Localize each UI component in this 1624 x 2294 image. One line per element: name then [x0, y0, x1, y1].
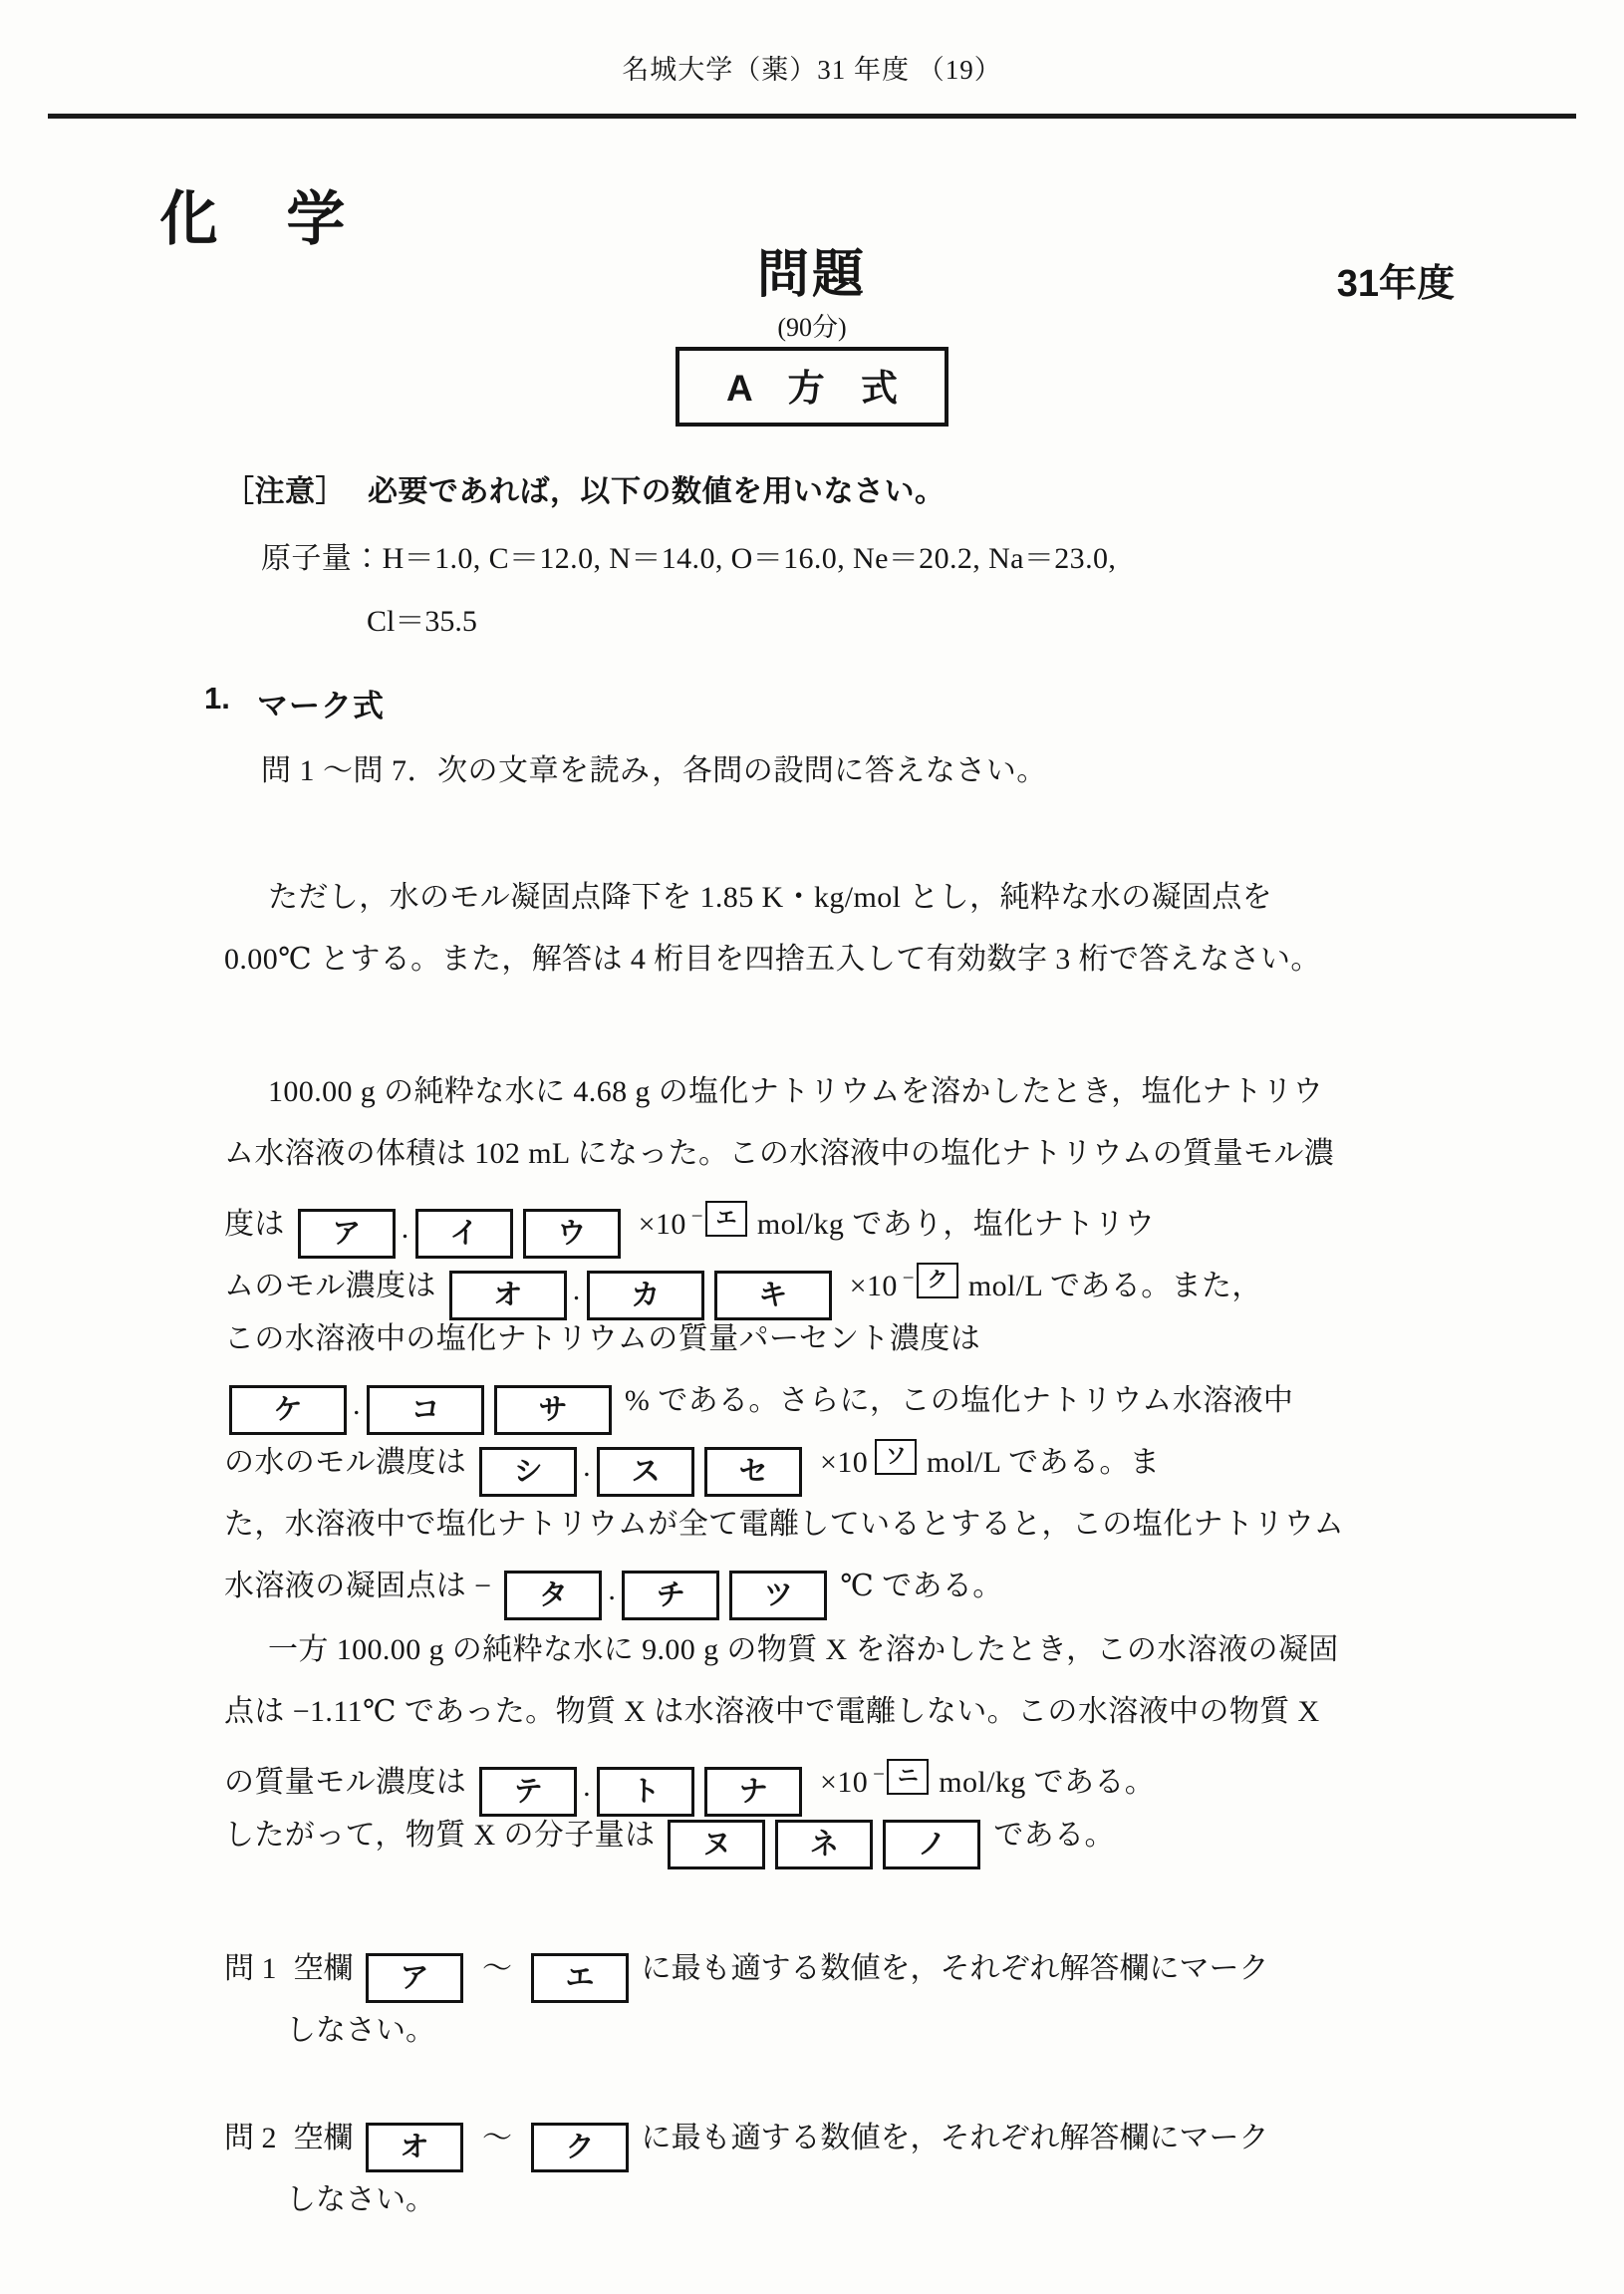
- main-l3-mul: ×10: [638, 1208, 686, 1241]
- answer-box-ki[interactable]: キ: [714, 1271, 832, 1320]
- answer-box-e[interactable]: エ: [705, 1201, 747, 1237]
- x-l4-pre: したがって，物質 X の分子量は: [224, 1819, 656, 1852]
- main-l7-post: mol/L である。ま: [927, 1446, 1161, 1479]
- question-2-label: 問 2: [224, 2122, 277, 2154]
- exam-method-box: A 方 式: [676, 347, 948, 427]
- main-l7-pre: の水のモル濃度は: [224, 1446, 467, 1479]
- question-1-cont: しなさい。: [286, 2014, 435, 2047]
- answer-box-i[interactable]: イ: [415, 1209, 513, 1259]
- main-l4-post: mol/L である。また，: [967, 1270, 1262, 1302]
- page-title: 化 学: [159, 186, 372, 252]
- section-label: マーク式: [257, 689, 385, 723]
- main-line-1: 100.00 g の純粋な水に 4.68 g の塩化ナトリウムを溶かしたとき，塩化ナトリウ: [268, 1075, 1323, 1108]
- exam-method-wrap: [0, 347, 1624, 427]
- question-2-line: [224, 2108, 1509, 2169]
- x-l3-mul: ×10: [820, 1766, 869, 1799]
- answer-box-se[interactable]: セ: [704, 1447, 802, 1497]
- question-1: [224, 1938, 1509, 2062]
- atomic-weights-line-2: Cl＝35.5: [367, 605, 477, 638]
- range-tilde: 〜: [482, 1952, 512, 1985]
- question-2-pre: 空欄: [293, 2122, 354, 2154]
- main-line-9: [224, 1556, 1480, 1617]
- answer-box-ne[interactable]: ネ: [775, 1820, 873, 1869]
- paragraph-condition: [224, 867, 1480, 991]
- answer-box-na[interactable]: ナ: [704, 1767, 802, 1817]
- section-number: 1.: [204, 681, 230, 716]
- question-2-post: に最も適する数値を，それぞれ解答欄にマーク: [641, 2122, 1269, 2154]
- notice-text: 必要であれば，以下の数値を用いなさい。: [368, 475, 946, 508]
- x-line-1: 一方 100.00 g の純粋な水に 9.00 g の物質 X を溶かしたとき，この水溶液の凝固: [268, 1633, 1339, 1666]
- x-line-2: 点は −1.11℃ であった。物質 X は水溶液中で電離しない。この水溶液中の物質 X: [224, 1695, 1320, 1728]
- main-l6-post: % である。さらに，この塩化ナトリウム水溶液中: [624, 1384, 1294, 1417]
- exam-duration: (90分): [777, 313, 847, 342]
- answer-box-shi[interactable]: シ: [479, 1447, 577, 1497]
- question-1-label: 問 1: [224, 1952, 277, 1985]
- main-line-7: [224, 1432, 1480, 1494]
- question-1-post: に最も適する数値を，それぞれ解答欄にマーク: [641, 1952, 1269, 1985]
- paragraph-main: [224, 1061, 1480, 1617]
- answer-box-nu[interactable]: ヌ: [668, 1820, 765, 1869]
- running-head: 名城大学（薬）31 年度 （19）: [622, 55, 1002, 85]
- main-line-6: [224, 1370, 1480, 1432]
- main-l9-pre: 水溶液の凝固点は −: [224, 1570, 492, 1602]
- condition-line-2: 0.00℃ とする。また，解答は 4 桁目を四捨五入して有効数字 3 桁で答えなさい。: [224, 943, 1321, 976]
- range-tilde: 〜: [482, 2122, 512, 2154]
- decimal-point: .: [583, 1450, 592, 1483]
- x-line-4: [224, 1805, 1480, 1866]
- answer-box-ref-to[interactable]: エ: [531, 1953, 629, 2003]
- x-line-3: [224, 1743, 1480, 1808]
- decimal-point: .: [583, 1770, 592, 1803]
- header-rule: [48, 114, 1576, 119]
- question-1-line: [224, 1938, 1509, 2000]
- x-l3-post: mol/kg である。: [939, 1766, 1156, 1799]
- main-line-4: [224, 1247, 1480, 1311]
- atomic-weights-line-1: 原子量：H＝1.0, C＝12.0, N＝14.0, O＝16.0, Ne＝20.2, Na＝23.0,: [261, 542, 1117, 575]
- answer-box-ta[interactable]: タ: [504, 1571, 602, 1620]
- decimal-point: .: [353, 1388, 361, 1421]
- x-l4-post: である。: [993, 1819, 1115, 1852]
- main-l4-mul: ×10: [849, 1270, 898, 1302]
- main-line-8: た，水溶液中で塩化ナトリウムが全て電離しているとすると，この塩化ナトリウム: [224, 1508, 1345, 1541]
- answer-box-no[interactable]: ノ: [883, 1820, 980, 1869]
- answer-box-so[interactable]: ソ: [875, 1439, 917, 1475]
- exam-year: 31年度: [1336, 263, 1455, 305]
- decimal-point: .: [608, 1574, 617, 1606]
- main-l9-post: ℃ である。: [840, 1570, 1003, 1602]
- answer-box-o[interactable]: オ: [449, 1271, 567, 1320]
- x-l3-minus: −: [873, 1762, 886, 1786]
- answer-box-ni[interactable]: ニ: [887, 1759, 929, 1795]
- answer-box-ku[interactable]: ク: [917, 1263, 958, 1298]
- decimal-point: .: [572, 1274, 581, 1306]
- paragraph-substance-x: [224, 1619, 1480, 1866]
- main-line-2: ム水溶液の体積は 102 mL になった。この水溶液中の塩化ナトリウムの質量モル濃: [224, 1137, 1335, 1170]
- exam-word: 問題: [756, 246, 867, 304]
- answer-box-ko[interactable]: コ: [367, 1385, 484, 1435]
- main-l7-mul: ×10: [820, 1446, 869, 1479]
- answer-box-tsu[interactable]: ツ: [729, 1571, 827, 1620]
- answer-box-ref-from[interactable]: オ: [366, 2123, 463, 2172]
- question-2: [224, 2108, 1509, 2231]
- answer-box-a[interactable]: ア: [298, 1209, 396, 1259]
- x-l3-pre: の質量モル濃度は: [224, 1766, 467, 1799]
- answer-box-chi[interactable]: チ: [622, 1571, 719, 1620]
- main-l3-post: mol/kg であり，塩化ナトリウ: [756, 1208, 1156, 1241]
- main-l3-minus: −: [690, 1204, 703, 1228]
- question-2-cont: しなさい。: [286, 2183, 435, 2216]
- answer-box-te[interactable]: テ: [479, 1767, 577, 1817]
- answer-box-u[interactable]: ウ: [523, 1209, 621, 1259]
- question-1-pre: 空欄: [293, 1952, 354, 1985]
- main-l3-pre: 度は: [224, 1208, 285, 1241]
- notice-line: [224, 466, 946, 510]
- decimal-point: .: [401, 1212, 409, 1245]
- condition-line-1: ただし，水のモル凝固点降下を 1.85 K・kg/mol とし，純粋な水の凝固点を: [268, 881, 1273, 914]
- main-l4-pre: ムのモル濃度は: [224, 1270, 436, 1302]
- answer-box-ka[interactable]: カ: [587, 1271, 704, 1320]
- answer-box-sa[interactable]: サ: [494, 1385, 612, 1435]
- notice-lead: ［注意］: [224, 475, 346, 508]
- answer-box-su[interactable]: ス: [597, 1447, 694, 1497]
- answer-box-to[interactable]: ト: [597, 1767, 694, 1817]
- answer-box-ref-to[interactable]: ク: [531, 2123, 629, 2172]
- main-line-3: [224, 1185, 1480, 1250]
- main-line-5: この水溶液中の塩化ナトリウムの質量パーセント濃度は: [224, 1322, 981, 1355]
- answer-box-ke[interactable]: ケ: [229, 1385, 347, 1435]
- section-intro: 問 1 〜問 7．次の文章を読み，各問の設問に答えなさい。: [261, 754, 1047, 787]
- main-l4-minus: −: [902, 1266, 915, 1290]
- answer-box-ref-from[interactable]: ア: [366, 1953, 463, 2003]
